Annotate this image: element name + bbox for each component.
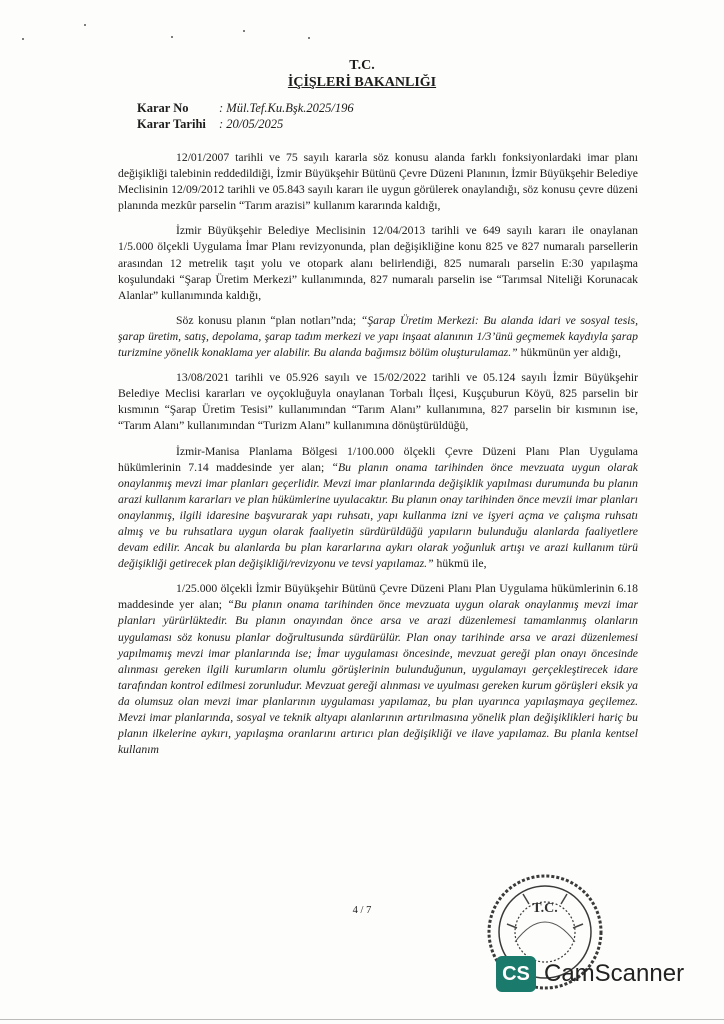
paragraph-6-quote: “Bu planın onama tarihinden önce mevzuata uygun olarak onaylanmış mevzi imar planları yürürlüktedir. Bu planın onayından önce arsa ve arazi düzenlemesi tamamlanmış olanların uygulaması söz konusu planlar doğrultusunda sürdürülür. Plan onay tarihinde arsa ve arazi düzenlemesi yapılmamış mevzi imar planlarında ise; İmar uygulaması öncesinde, mevzuat gereği plan onayı öncesinde alınması gereken ilgili kurumların olumlu görüşlerinin bulunduğunun, uygulamayı gerçekleştirecek idare tarafından kontrol edilmesi zorunludur. Mevzuat gereği alınması ve uyulması gereken kurum görüşleri eksik ya da olumsuz olan mevzi imar planlarının uygulaması yapılamaz, bu plan uyarınca yapılaşmaya geçilemez. Mevzi imar planlarında, sosyal ve teknik altyapı alanlarının artırılmasına yönelik plan değişiklikleri hariç bu planın ilkelerine aykırı, yapılaşma oranlarını artırıcı plan değişikliği ve ilave yapılamaz. Bu planla kentsel kullanım [118,598,638,757]
document-body [118,150,638,767]
page-number: 4 / 7 [352,905,372,916]
decision-meta [137,100,354,132]
camscanner-logo: CS [496,956,536,992]
paragraph-3-end: hükmünün yer aldığı, [517,346,621,360]
paragraph-5 [118,444,638,573]
paragraph-3 [118,313,638,361]
paragraph-1: 12/01/2007 tarihli ve 75 sayılı kararla söz konusu alanda farklı fonksiyonlardaki imar planı değişikliği talebinin reddedildiği, İzmir Büyükşehir Bütünü Çevre Düzeni Planının, İzmir Büyükşehir Belediye Meclisinin 12/09/2012 tarihli ve 05.843 sayılı kararı ile uygun görülerek onaylandığı, söz konusu çevre düzeni planında mezkûr parselin “Tarım arazisi” kullanım kararında kaldığı, [118,151,638,213]
camscanner-watermark: CamScanner [544,960,685,987]
paragraph-6-intro: 1/25.000 ölçekli İzmir Büyükşehir Bütünü Çevre Düzeni Planı Plan Uygulama hükümlerinin 6.18 maddesinde yer alan; [118,582,638,612]
paragraph-2: İzmir Büyükşehir Belediye Meclisinin 12/04/2013 tarihli ve 649 sayılı kararı ile onaylanan 1/5.000 ölçekli Uygulama İmar Planı revizyonunda, plan değişikliğine konu 825 ve 827 numaralı parsellerin arasından 12 metrelik taşıt yolu ve otopark alanı belirlendiği, 825 numaralı parselin E:30 yapılaşma koşulundaki “Şarap Üretim Merkezi” kullanımında, 827 numaralı parselin ise “Tarımsal Niteliği Korunacak Alanlar” kullanımında kaldığı, [118,224,638,302]
karar-tarihi-row [137,116,354,132]
paragraph-5-quote: “Bu planın onama tarihinden önce mevzuata uygun olarak onaylanmış mevzi imar planları geçerlidir. Mevzi imar planlarında değişiklik yapılması durumunda bu planın arazi kullanım kararları ve plan hükümlerine uyulacaktır. Bu planın onay tarihinden önce mevzii imar planları onaylanmış, ilgili idaresine başvurarak yapı ruhsatı, yapı kullanma izni ve işyeri açma ve çalışma ruhsatı almış ve bu ruhsatlara uygun olarak faaliyetin sürdürüldüğü yapıların bulunduğu alanlarda faaliyetlere devam edilir. Ancak bu alanlarda bu plan kararlarına aykırı olarak yoğunluk artışı ve arazi kullanım türü değişikliği getirecek plan değişikliği/revizyonu ve tevsi yapılamaz.” [118,460,638,571]
paragraph-5-end: hükmü ile, [433,557,487,571]
ministry-heading: İÇİŞLERİ BAKANLIĞI [287,75,437,90]
karar-no-value: : Mül.Tef.Ku.Bşk.2025/196 [219,101,354,115]
karar-tarihi-value: : 20/05/2025 [219,117,284,131]
karar-no-row [137,100,354,116]
paragraph-3-quote: “Şarap Üretim Merkezi: Bu alanda idari ve sosyal tesis, şarap üretim, satış, depolama, şarap tadım merkezi ve yapı inşaat alanının 1/3’ünü geçmemek kaydıyla şarap turizmine yönelik konaklama yer alabilir. Bu alanda bağımsız bölüm oluşturulamaz.” [118,313,638,360]
paragraph-3-intro: Söz konusu planın “plan notları”nda; [176,313,361,327]
seal-center-text: T.C. [532,901,558,916]
country-heading: T.C. [349,58,375,73]
scan-bottom-edge [0,1019,724,1020]
paragraph-5-intro: İzmir-Manisa Planlama Bölgesi 1/100.000 ölçekli Çevre Düzeni Planı Plan Uygulama hükümlerinin 7.14 maddesinde yer alan; [118,444,638,474]
paragraph-6 [118,581,638,758]
paragraph-4: 13/08/2021 tarihli ve 05.926 sayılı ve 15/02/2022 tarihli ve 05.124 sayılı İzmir Büyükşehir Belediye Meclisi kararları ve oyçokluğuyla onaylanan Torbalı İlçesi, Kuşçuburun Köyü, 825 parselin bir kısmının “Şarap Üretim Tesisi” kullanımından “Tarım Alanı” kullanımına, 827 parselin bir kısmının ise, “Tarım Alanı” kullanımından “Turizm Alanı” kullanımına dönüştürüldüğü, [118,371,638,433]
document-header [0,57,724,92]
karar-tarihi-label: Karar Tarihi [137,117,206,131]
karar-no-label: Karar No [137,101,189,115]
